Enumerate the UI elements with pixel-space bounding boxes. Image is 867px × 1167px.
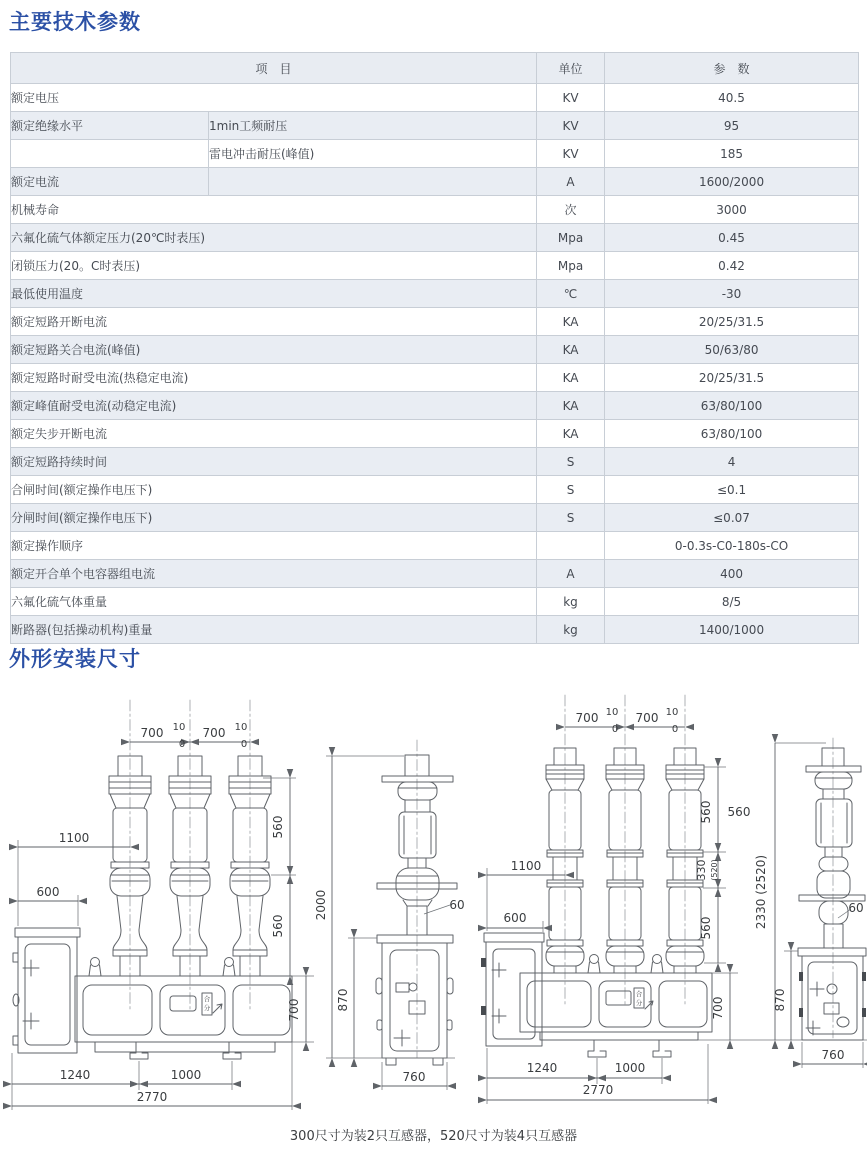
cell-value: ≤0.07 (605, 504, 859, 532)
dimension-label: 700 (711, 996, 725, 1020)
mounting-foot (130, 1042, 148, 1059)
cell-item: 额定电压 (11, 84, 537, 112)
cell-unit: KV (537, 140, 605, 168)
dimension-label: 0 (240, 739, 248, 750)
dimension-label: 870 (336, 988, 350, 1012)
cell-value: 1400/1000 (605, 616, 859, 644)
table-row (11, 476, 859, 504)
table-row (11, 420, 859, 448)
table-row (11, 308, 859, 336)
dimension-label: 60 (449, 898, 465, 912)
dimension-label: 10 (605, 707, 619, 718)
cell-item: 额定绝缘水平 (11, 112, 209, 140)
cell-item: 额定失步开断电流 (11, 420, 537, 448)
dimension-label: 870 (773, 988, 787, 1012)
dimension-label: 0 (178, 739, 186, 750)
tech-params-table (10, 52, 859, 644)
indicator-open-label: 分 (203, 1004, 211, 1012)
header-item: 项 目 (11, 53, 537, 84)
mechanism-cabinet (75, 976, 292, 1052)
cell-unit: A (537, 168, 605, 196)
table-row (11, 84, 859, 112)
cell-item-sub: 1min工频耐压 (209, 112, 537, 140)
cell-unit: KA (537, 392, 605, 420)
cell-unit: S (537, 504, 605, 532)
section-title-dimensions: 外形安装尺寸 (9, 647, 141, 671)
dimension-label: 2770 (582, 1083, 614, 1097)
dimension-label: (520) (710, 859, 719, 881)
control-cabinet (481, 933, 544, 1046)
cell-value: 400 (605, 560, 859, 588)
section-title-parameters: 主要技术参数 (9, 10, 141, 34)
cell-unit: S (537, 476, 605, 504)
cell-item: 额定短路时耐受电流(热稳定电流) (11, 364, 537, 392)
dimension-label: 700 (140, 726, 164, 740)
cell-item: 额定峰值耐受电流(动稳定电流) (11, 392, 537, 420)
table-row (11, 616, 859, 644)
dimension-label: 700 (202, 726, 226, 740)
cell-value: 95 (605, 112, 859, 140)
cell-item: 额定开合单个电容器组电流 (11, 560, 537, 588)
dimension-label: 0 (671, 724, 679, 735)
cell-value: 20/25/31.5 (605, 308, 859, 336)
cell-item: 额定短路开断电流 (11, 308, 537, 336)
table-row (11, 364, 859, 392)
cell-item-sub: 雷电冲击耐压(峰值) (209, 140, 537, 168)
table-row (11, 168, 859, 196)
control-cabinet (13, 928, 80, 1053)
cell-item: 最低使用温度 (11, 280, 537, 308)
cell-item: 额定电流 (11, 168, 209, 196)
side-view-4ct (798, 738, 866, 1040)
cell-unit: Mpa (537, 224, 605, 252)
drawing-caption: 300尺寸为装2只互感器，520尺寸为装4只互感器 (289, 1129, 578, 1144)
cell-item: 断路器(包括操动机构)重量 (11, 616, 537, 644)
cell-value: -30 (605, 280, 859, 308)
cell-item: 分闸时间(额定操作电压下) (11, 504, 537, 532)
cell-unit: kg (537, 588, 605, 616)
table-row (11, 560, 859, 588)
dimension-label: 560 (699, 800, 713, 824)
header-unit: 单位 (537, 53, 605, 84)
cell-value: 185 (605, 140, 859, 168)
table-row (11, 504, 859, 532)
table-row (11, 252, 859, 280)
dimension-label: 1240 (59, 1068, 91, 1082)
dimension-label: 1100 (510, 859, 542, 873)
cell-value: 40.5 (605, 84, 859, 112)
cell-item: 闭锁压力(20。C时表压) (11, 252, 537, 280)
mounting-foot (588, 1040, 606, 1057)
indicator-close-label: 合 (203, 995, 211, 1003)
table-row (11, 448, 859, 476)
dimension-label: 330 (695, 859, 708, 881)
cell-value: 63/80/100 (605, 392, 859, 420)
outline-drawing (0, 690, 867, 1135)
front-view-2ct (13, 700, 292, 1059)
cell-value: 20/25/31.5 (605, 364, 859, 392)
dimension-label: 600 (503, 911, 527, 925)
table-row (11, 112, 859, 140)
cell-value: 0.42 (605, 252, 859, 280)
indicator-open-label: 分 (635, 999, 643, 1007)
header-value: 参 数 (605, 53, 859, 84)
cell-unit: A (537, 560, 605, 588)
table-row (11, 196, 859, 224)
cell-value: 4 (605, 448, 859, 476)
side-view-2ct (376, 740, 457, 1065)
cell-value: 63/80/100 (605, 420, 859, 448)
lifting-lug (223, 958, 235, 977)
dimension-label: 2330 (2520) (754, 854, 768, 930)
cell-value: 1600/2000 (605, 168, 859, 196)
dimension-label: 560 (727, 805, 751, 819)
cell-item: 六氟化硫气体额定压力(20℃时表压) (11, 224, 537, 252)
cell-unit: S (537, 448, 605, 476)
cell-unit: KA (537, 364, 605, 392)
cell-item: 六氟化硫气体重量 (11, 588, 537, 616)
table-row (11, 280, 859, 308)
cell-value: 8/5 (605, 588, 859, 616)
cell-unit (537, 532, 605, 560)
dimension-label: 2000 (314, 889, 328, 921)
mounting-foot (223, 1042, 241, 1059)
cell-value: 0-0.3s-C0-180s-CO (605, 532, 859, 560)
table-row (11, 224, 859, 252)
lifting-lug (89, 958, 101, 977)
table-row (11, 532, 859, 560)
dimension-label: 560 (271, 815, 285, 839)
dimension-label: 760 (821, 1048, 845, 1062)
table-header-row (11, 53, 859, 84)
cell-unit: KV (537, 84, 605, 112)
dims-right-group (487, 727, 867, 1104)
dimension-label: 560 (699, 916, 713, 940)
cell-unit: kg (537, 616, 605, 644)
dimension-labels (37, 707, 864, 1104)
dimension-label: 0 (611, 724, 619, 735)
dimension-label: 700 (635, 711, 659, 725)
cell-item: 额定操作顺序 (11, 532, 537, 560)
cell-item: 机械寿命 (11, 196, 537, 224)
mounting-foot (653, 1040, 671, 1057)
table-row (11, 392, 859, 420)
dimension-label: 1000 (170, 1068, 202, 1082)
cell-item: 额定短路关合电流(峰值) (11, 336, 537, 364)
front-view-4ct (481, 695, 712, 1057)
cell-value: 0.45 (605, 224, 859, 252)
lifting-lug (588, 955, 600, 974)
lifting-lug (651, 955, 663, 974)
dimension-label: 560 (271, 914, 285, 938)
cell-item (11, 140, 209, 168)
table-row (11, 588, 859, 616)
dimension-label: 10 (172, 722, 186, 733)
dimension-label: 1000 (614, 1061, 646, 1075)
cell-item: 合闸时间(额定操作电压下) (11, 476, 537, 504)
table-row (11, 140, 859, 168)
dimension-label: 60 (848, 901, 864, 915)
cell-value: ≤0.1 (605, 476, 859, 504)
cell-unit: ℃ (537, 280, 605, 308)
dimension-label: 700 (575, 711, 599, 725)
dimension-label: 10 (665, 707, 679, 718)
dimension-label: 600 (36, 885, 60, 899)
cell-unit: 次 (537, 196, 605, 224)
dimension-label: 1100 (58, 831, 90, 845)
cell-unit: KA (537, 420, 605, 448)
cell-item-sub (209, 168, 537, 196)
dimension-label: 2770 (136, 1090, 168, 1104)
indicator-close-label: 合 (635, 990, 643, 998)
dimension-label: 1240 (526, 1061, 558, 1075)
cell-value: 50/63/80 (605, 336, 859, 364)
cell-item: 额定短路持续时间 (11, 448, 537, 476)
dimension-label: 10 (234, 722, 248, 733)
table-row (11, 336, 859, 364)
dimension-label: 760 (402, 1070, 426, 1084)
cell-unit: KV (537, 112, 605, 140)
cell-unit: KA (537, 336, 605, 364)
cell-unit: Mpa (537, 252, 605, 280)
mechanism-cabinet (520, 973, 712, 1040)
cell-unit: KA (537, 308, 605, 336)
cell-value: 3000 (605, 196, 859, 224)
dimension-label: 700 (287, 998, 301, 1022)
